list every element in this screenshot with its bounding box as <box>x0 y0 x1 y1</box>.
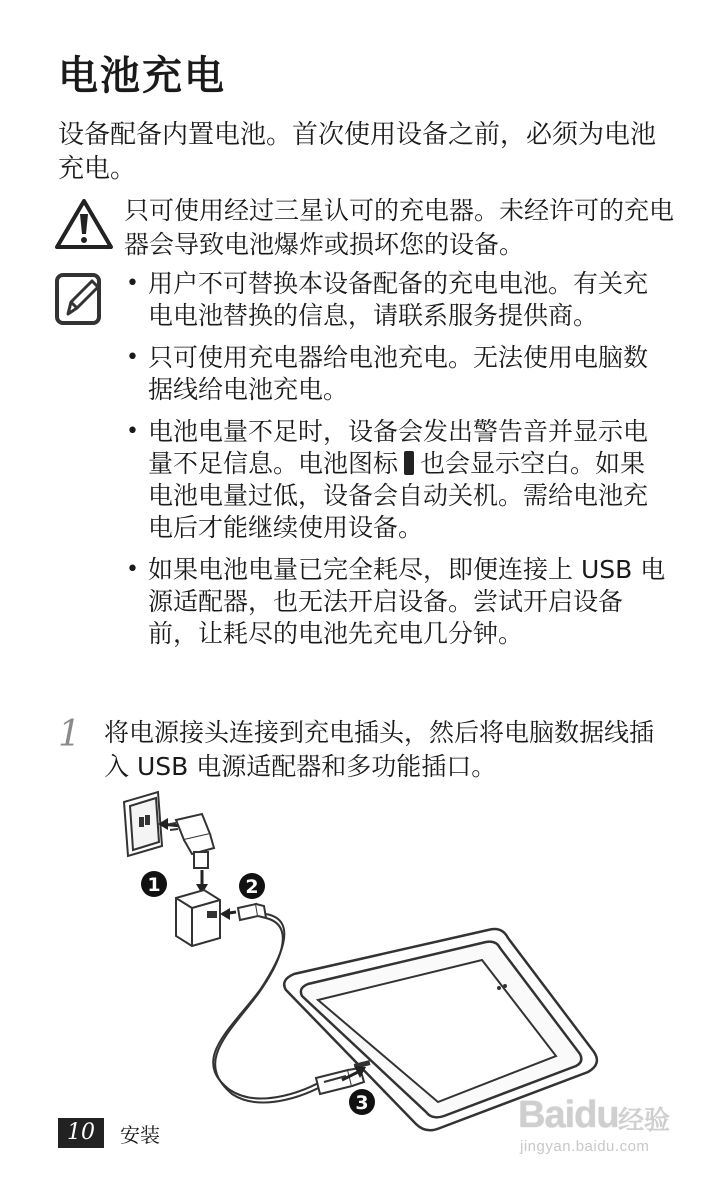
note-item: • 用户不可替换本设备配备的充电电池。有关充电电池替换的信息，请联系服务提供商。 <box>126 269 649 330</box>
baidu-watermark <box>518 1094 688 1164</box>
section-name: 安装 <box>120 1123 160 1147</box>
battery-icon <box>404 451 414 475</box>
note-item-text: 也会显示空白。如果电池电量过低，设备会自动关机。需给电池充电后才能继续使用设备。 <box>148 449 649 542</box>
callout-2: 2 <box>245 876 259 898</box>
note-item-text: 如果电池电量已完全耗尽，即便连接上 USB 电源适配器，也无法开启设备。尝试开启设备前，让耗尽的电池先充电几分钟。 <box>148 555 666 648</box>
intro-paragraph: 设备配备内置电池。首次使用设备之前，必须为电池充电。 <box>58 120 657 184</box>
note-item-text: 只可使用充电器给电池充电。无法使用电脑数据线给电池充电。 <box>148 343 649 404</box>
note-item: • 如果电池电量已完全耗尽，即便连接上 USB 电源适配器，也无法开启设备。尝试开启设备前，让耗尽的电池先充电几分钟。 <box>126 555 666 648</box>
watermark-logo: Baidu <box>518 1094 619 1136</box>
callout-3: 3 <box>355 1092 369 1114</box>
note-list <box>126 268 666 660</box>
step-text: 将电源接头连接到充电插头，然后将电脑数据线插入 USB 电源适配器和多功能插口。 <box>104 718 655 781</box>
note-item: • 只可使用充电器给电池充电。无法使用电脑数据线给电池充电。 <box>126 343 649 404</box>
charging-illustration <box>110 790 610 1135</box>
wall-socket <box>124 792 162 856</box>
note-item: • 电池电量不足时，设备会发出警告音并显示电量不足信息。电池图标 也会显示空白。如果电池电量过低，设备会自动关机。需给电池充电后才能继续使用设备。 <box>126 417 649 542</box>
page-number: 10 <box>58 1118 104 1148</box>
note-item-text: 电池电量不足时，设备会发出警告音并显示电量不足信息。电池图标 <box>148 417 649 478</box>
page-title: 电池充电 <box>58 53 226 99</box>
callout-1: 1 <box>147 874 161 896</box>
warning-text: 只可使用经过三星认可的充电器。未经许可的充电器会导致电池爆炸或损坏您的设备。 <box>124 196 675 259</box>
page-footer <box>58 1118 358 1150</box>
watermark-logo-cn: 经验 <box>618 1106 671 1136</box>
warning-triangle-icon <box>54 198 114 250</box>
note-pencil-icon <box>54 272 106 328</box>
step-number: 1 <box>58 714 81 755</box>
note-item-text: 用户不可替换本设备配备的充电电池。有关充电电池替换的信息，请联系服务提供商。 <box>148 269 649 330</box>
watermark-url: jingyan.baidu.com <box>520 1138 650 1155</box>
